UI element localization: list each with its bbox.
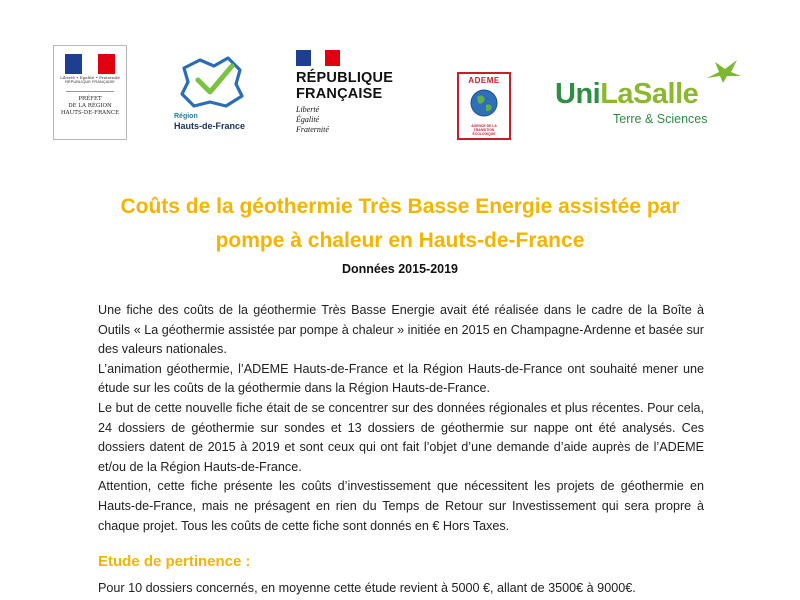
marianne-flag-icon xyxy=(296,50,340,66)
rf-motto: Liberté Égalité Fraternité xyxy=(296,105,329,134)
intro-text xyxy=(98,301,704,536)
prefet-republique: RÉPUBLIQUE FRANÇAISE xyxy=(65,79,115,85)
prefet-motto: Liberté • Égalité • Fraternité xyxy=(60,75,120,80)
star-icon xyxy=(703,58,743,84)
prefet-divider xyxy=(66,91,114,92)
rf-title: RÉPUBLIQUE FRANÇAISE xyxy=(296,70,394,103)
section-text: Pour 10 dossiers concernés, en moyenne cette étude revient à 5000 €, allant de 3500€ à 9000€. xyxy=(98,581,636,595)
prefet-text: PRÉFET DE LA RÉGION HAUTS-DE-FRANCE xyxy=(60,95,120,116)
section-heading: Etude de pertinence : xyxy=(98,553,251,570)
intro-paragraph: Le but de cette nouvelle fiche était de se concentrer sur des données régionales et plus récentes. Pour cela, 24 dossiers de géothermie sur sondes et 13 dossiers de géothermie sur nappe ont été analysés. Ces dossiers datent de 2015 à 2019 et sont ceux qui ont fait l’objet d’une demande d’aide auprès de l’ADEME et/ou de la Région Hauts-de-France. xyxy=(98,400,704,474)
unilasalle-name-lasalle: LaSalle xyxy=(600,78,699,110)
globe-icon xyxy=(469,88,499,118)
ademe-subtitle: AGENCE DE LA TRANSITION ÉCOLOGIQUE xyxy=(471,124,497,136)
republique-francaise-logo xyxy=(296,50,406,142)
document-title: Coûts de la géothermie Très Basse Energie assistée par pompe à chaleur en Hauts-de-France xyxy=(120,195,680,252)
region-map-icon xyxy=(170,50,260,112)
document-subtitle: Données 2015-2019 xyxy=(341,262,459,276)
unilasalle-tagline: Terre & Sciences xyxy=(613,112,708,126)
unilasalle-name xyxy=(555,78,698,111)
partner-logos xyxy=(0,0,800,150)
unilasalle-name-uni: Uni xyxy=(555,78,601,110)
intro-paragraph: Une fiche des coûts de la géothermie Très Basse Energie avait été réalisée dans le cadre de la Boîte à Outils « La géothermie assistée par pompe à chaleur » initiée en 2015 en Champagne-Ardenne et basée sur des valeurs nationales. xyxy=(98,303,704,357)
intro-paragraph: Attention, cette fiche présente les coûts d’investissement que nécessitent les projets de géothermie en Hauts-de-France, mais ne présagent en rien du Temps de Retour sur Investissement qui sera propre à chaque projet. Tous les coûts de cette fiche sont donnés en € Hors Taxes. xyxy=(98,479,704,533)
prefet-logo xyxy=(53,45,127,140)
prefet-flag-icon xyxy=(65,54,115,74)
region-label-line2: Hauts-de-France xyxy=(174,121,246,132)
region-label xyxy=(174,112,245,133)
ademe-logo xyxy=(457,72,511,140)
unilasalle-logo xyxy=(555,58,755,130)
region-label-line1: Région xyxy=(174,113,198,120)
intro-paragraph: L’animation géothermie, l’ADEME Hauts-de-France et la Région Hauts-de-France ont souhaité mener une étude sur les coûts de la géothermie dans la Région Hauts-de-France. xyxy=(98,361,704,396)
region-logo xyxy=(170,50,260,140)
ademe-name: ADEME xyxy=(468,76,500,85)
